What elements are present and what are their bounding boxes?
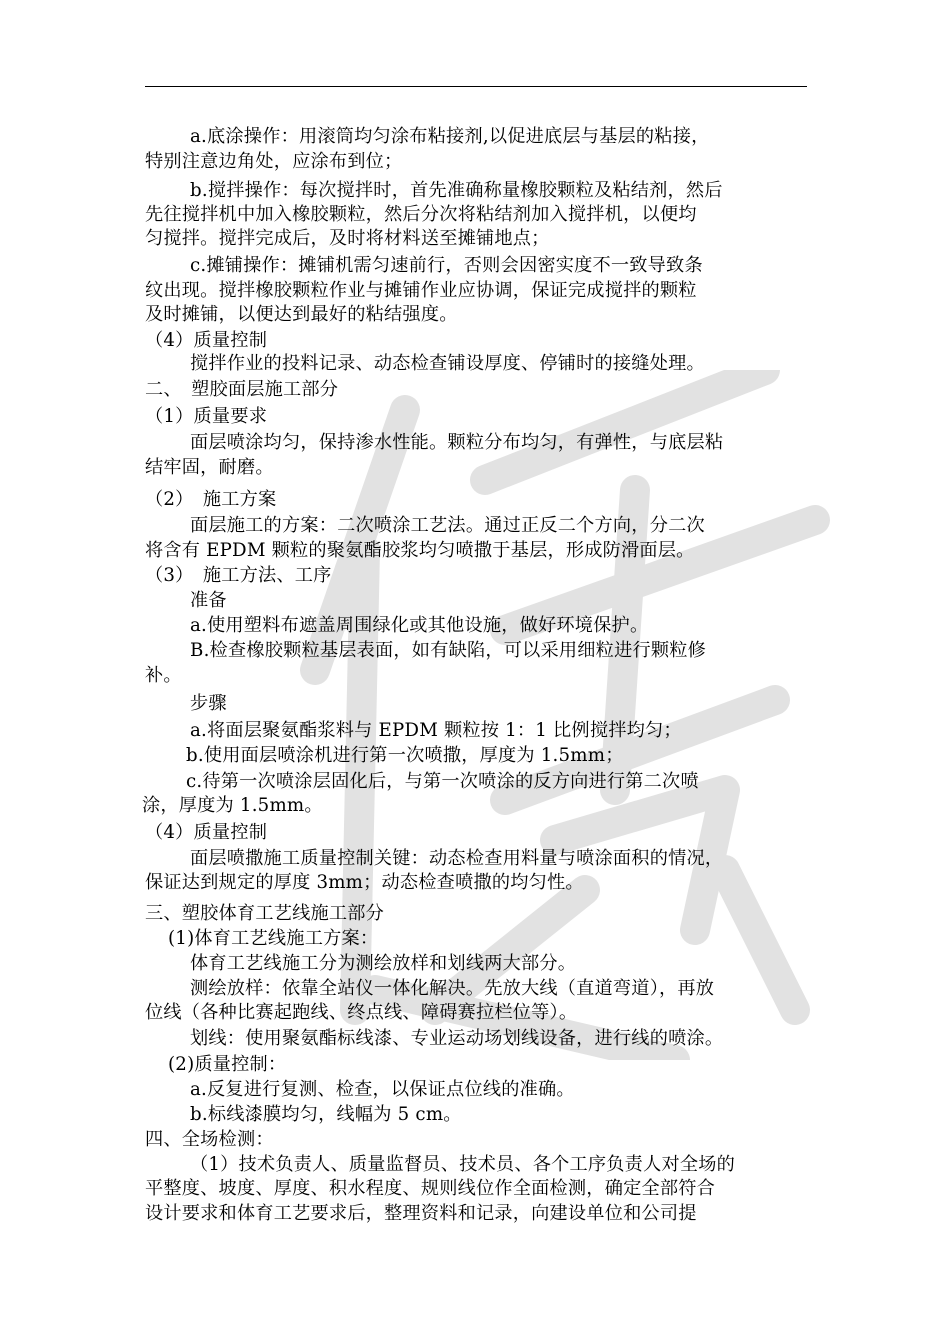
text-line: a.使用塑料布遮盖周围绿化或其他设施，做好环境保护。 [190,615,649,636]
text-line: 划线：使用聚氨酯标线漆、专业运动场划线设备，进行线的喷涂。 [190,1028,724,1049]
text-line: c.摊铺操作：摊铺机需匀速前行，否则会因密实度不一致导致条 [190,255,703,276]
text-line: 四、全场检测： [145,1129,274,1150]
text-line: 先往搅拌机中加入橡胶颗粒，然后分次将粘结剂加入搅拌机，以便均 [145,204,697,225]
text-line: 面层喷撒施工质量控制关键：动态检查用料量与喷涂面积的情况， [190,848,724,869]
text-line: 保证达到规定的厚度 3mm；动态检查喷撒的均匀性。 [145,872,584,893]
text-line: 二、 塑胶面层施工部分 [145,379,339,400]
text-line: a.将面层聚氨酯浆料与 EPDM 颗粒按 1：1 比例搅拌均匀； [190,720,682,741]
text-line: 纹出现。搅拌橡胶颗粒作业与摊铺作业应协调，保证完成搅拌的颗粒 [145,280,697,301]
header-rule [145,86,807,87]
text-line: 步骤 [190,693,227,714]
text-line: 补。 [145,665,182,686]
text-line: a.底涂操作：用滚筒均匀涂布粘接剂,以促进底层与基层的粘接， [190,126,710,147]
text-line: 及时摊铺，以便达到最好的粘结强度。 [145,304,458,325]
text-line: (2)质量控制： [168,1054,287,1075]
text-line: 面层施工的方案：二次喷涂工艺法。通过正反二个方向，分二次 [190,515,705,536]
text-line: c.待第一次喷涂层固化后，与第一次喷涂的反方向进行第二次喷 [186,771,699,792]
text-line: 结牢固，耐磨。 [145,457,274,478]
text-line: （1）技术负责人、质量监督员、技术员、各个工序负责人对全场的 [190,1154,736,1175]
text-line: 特别注意边角处，应涂布到位； [145,151,403,172]
text-line: 搅拌作业的投料记录、动态检查铺设厚度、停铺时的接缝处理。 [190,353,705,374]
text-line: 匀搅拌。搅拌完成后，及时将材料送至摊铺地点； [145,228,550,249]
text-line: （4）质量控制 [145,330,268,351]
text-line: b.使用面层喷涂机进行第一次喷撒，厚度为 1.5mm； [186,745,624,766]
text-line: B.检查橡胶颗粒基层表面，如有缺陷，可以采用细粒进行颗粒修 [190,640,707,661]
text-line: 设计要求和体育工艺要求后，整理资料和记录，向建设单位和公司提 [145,1203,697,1224]
text-line: 测绘放样：依靠全站仪一体化解决。先放大线（直道弯道），再放 [190,978,715,999]
text-line: （4）质量控制 [145,822,268,843]
text-line: a.反复进行复测、检查，以保证点位线的准确。 [190,1079,575,1100]
text-line: 位线（各种比赛起跑线、终点线、障碍赛拉栏位等）。 [145,1002,578,1023]
text-line: 准备 [190,590,227,611]
text-line: 面层喷涂均匀，保持渗水性能。颗粒分布均匀，有弹性，与底层粘 [190,432,724,453]
text-line: （2） 施工方案 [145,489,277,510]
text-line: 将含有 EPDM 颗粒的聚氨酯胶浆均匀喷撒于基层，形成防滑面层。 [145,540,695,561]
text-line: 涂，厚度为 1.5mm。 [142,795,323,816]
text-line: b.搅拌操作：每次搅拌时，首先准确称量橡胶颗粒及粘结剂，然后 [190,180,723,201]
text-line: （1）质量要求 [145,406,268,427]
text-line: b.标线漆膜均匀，线幅为 5 cm。 [190,1104,462,1125]
text-line: （3） 施工方法、工序 [145,565,332,586]
text-line: 三、塑胶体育工艺线施工部分 [145,903,385,924]
text-line: 体育工艺线施工分为测绘放样和划线两大部分。 [190,953,577,974]
text-line: 平整度、坡度、厚度、积水程度、规则线位作全面检测，确定全部符合 [145,1178,716,1199]
text-line: (1)体育工艺线施工方案： [168,928,379,949]
